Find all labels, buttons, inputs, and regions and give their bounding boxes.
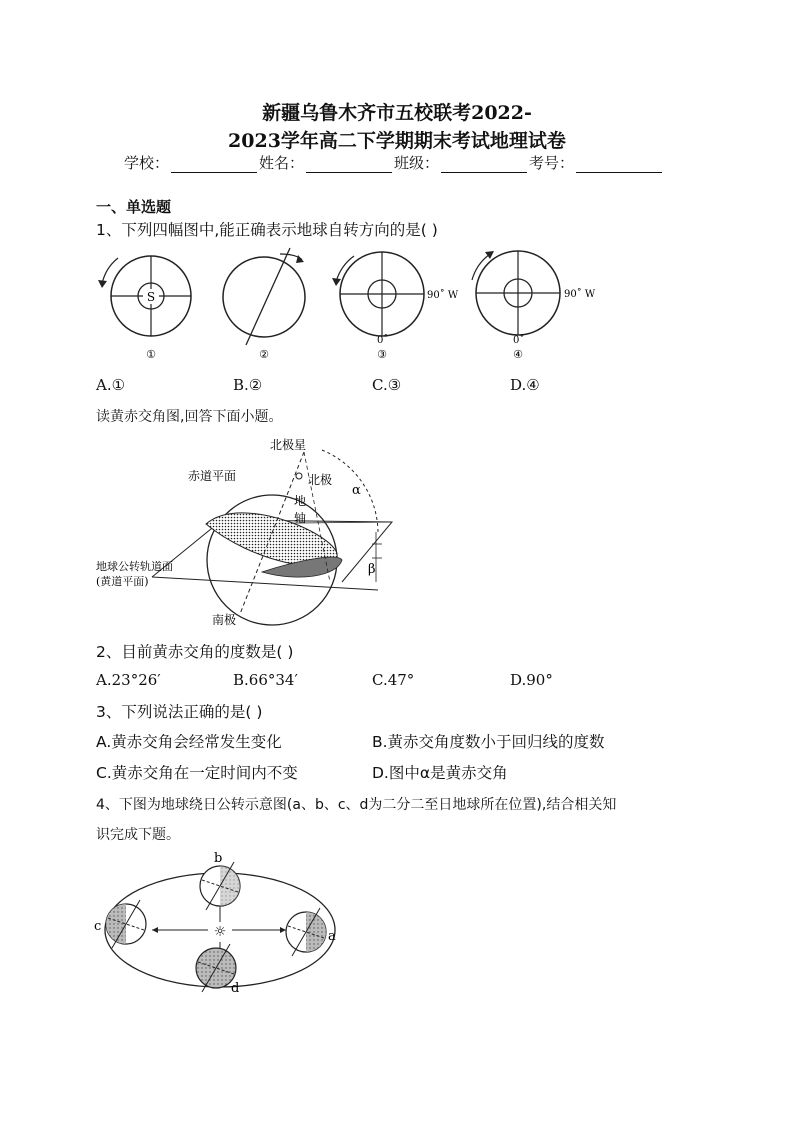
q2-option-d[interactable]: D.90° [510, 671, 553, 689]
q1-option-b[interactable]: B.② [233, 376, 263, 394]
earth-d [196, 944, 239, 996]
q1-option-d[interactable]: D.④ [510, 376, 540, 394]
section-heading: 一、单选题 [96, 198, 172, 216]
school-label: 学校： [124, 154, 170, 172]
q1-diagram-1 [98, 256, 191, 361]
figure-label-3: ③ [377, 348, 387, 361]
q4-stem-line2: 识完成下题。 [96, 827, 180, 843]
position-b-label: b [214, 851, 223, 866]
beta-symbol: β [368, 562, 376, 577]
q2-stem: 2、目前黄赤交角的度数是( ) [96, 643, 294, 661]
south-pole-label: S [146, 290, 156, 304]
position-a-label: a [328, 929, 336, 944]
equator-plane-label: 赤道平面 [188, 469, 237, 483]
orbit-diagram [88, 846, 358, 996]
exam-title-line2: 2023学年高二下学期期末考试地理试卷 [228, 130, 566, 152]
q4-stem-line1: 4、下图为地球绕日公转示意图(a、b、c、d为二分二至日地球所在位置),结合相关知 [96, 797, 617, 813]
q3-stem: 3、下列说法正确的是( ) [96, 703, 263, 721]
q1-diagram-2 [223, 248, 305, 361]
ecliptic-intro: 读黄赤交角图,回答下面小题。 [96, 409, 283, 425]
exam-number-label: 考号： [529, 154, 575, 172]
figure-label-2: ② [259, 348, 269, 361]
lon-90w-label-3: 90˚ W [427, 290, 459, 301]
figure-label-1: ① [146, 348, 156, 361]
south-pole-label-2: 南极 [212, 613, 237, 627]
orbit-plane-label-2: (黄道平面) [96, 575, 149, 588]
q1-diagram-4 [472, 251, 596, 361]
q3-option-b[interactable]: B.黄赤交角度数小于回归线的度数 [372, 733, 605, 751]
lon-0-label-4: 0˚ [513, 335, 525, 346]
school-blank[interactable] [171, 158, 257, 173]
q1-stem: 1、下列四幅图中,能正确表示地球自转方向的是( ) [96, 221, 438, 239]
lon-90w-label-4: 90˚ W [564, 289, 596, 300]
exam-title-line1: 新疆乌鲁木齐市五校联考2022- [262, 102, 532, 124]
lon-0-label-3: 0˚ [377, 335, 389, 346]
earth-c [94, 900, 146, 948]
q1-option-a[interactable]: A.① [96, 376, 126, 394]
polaris-label: 北极星 [270, 438, 307, 452]
earth-b [200, 851, 240, 910]
position-d-label: d [231, 981, 240, 996]
class-blank[interactable] [441, 158, 527, 173]
class-label: 班级： [394, 154, 440, 172]
name-label: 姓名： [259, 154, 305, 172]
q1-option-c[interactable]: C.③ [372, 376, 402, 394]
orbit-plane-label-1: 地球公转轨道面 [96, 560, 173, 573]
q2-option-a[interactable]: A.23°26′ [96, 671, 161, 689]
q3-option-d[interactable]: D.图中α是黄赤交角 [372, 764, 508, 782]
q1-diagram-3 [332, 252, 459, 361]
figure-label-4: ④ [513, 348, 523, 361]
name-blank[interactable] [306, 158, 392, 173]
north-pole-label: 北极 [308, 473, 333, 487]
axis-label-1: 地 [294, 494, 307, 508]
q1-figure [90, 240, 610, 366]
ecliptic-diagram [92, 432, 402, 628]
q2-option-b[interactable]: B.66°34′ [233, 671, 298, 689]
position-c-label: c [94, 919, 102, 934]
alpha-symbol: α [352, 483, 361, 498]
exam-number-blank[interactable] [576, 158, 662, 173]
sun-icon: ☼ [213, 924, 227, 940]
q2-option-c[interactable]: C.47° [372, 671, 415, 689]
q3-option-c[interactable]: C.黄赤交角在一定时间内不变 [96, 764, 298, 782]
axis-label-2: 轴 [294, 511, 307, 525]
q3-option-a[interactable]: A.黄赤交角会经常发生变化 [96, 733, 282, 751]
